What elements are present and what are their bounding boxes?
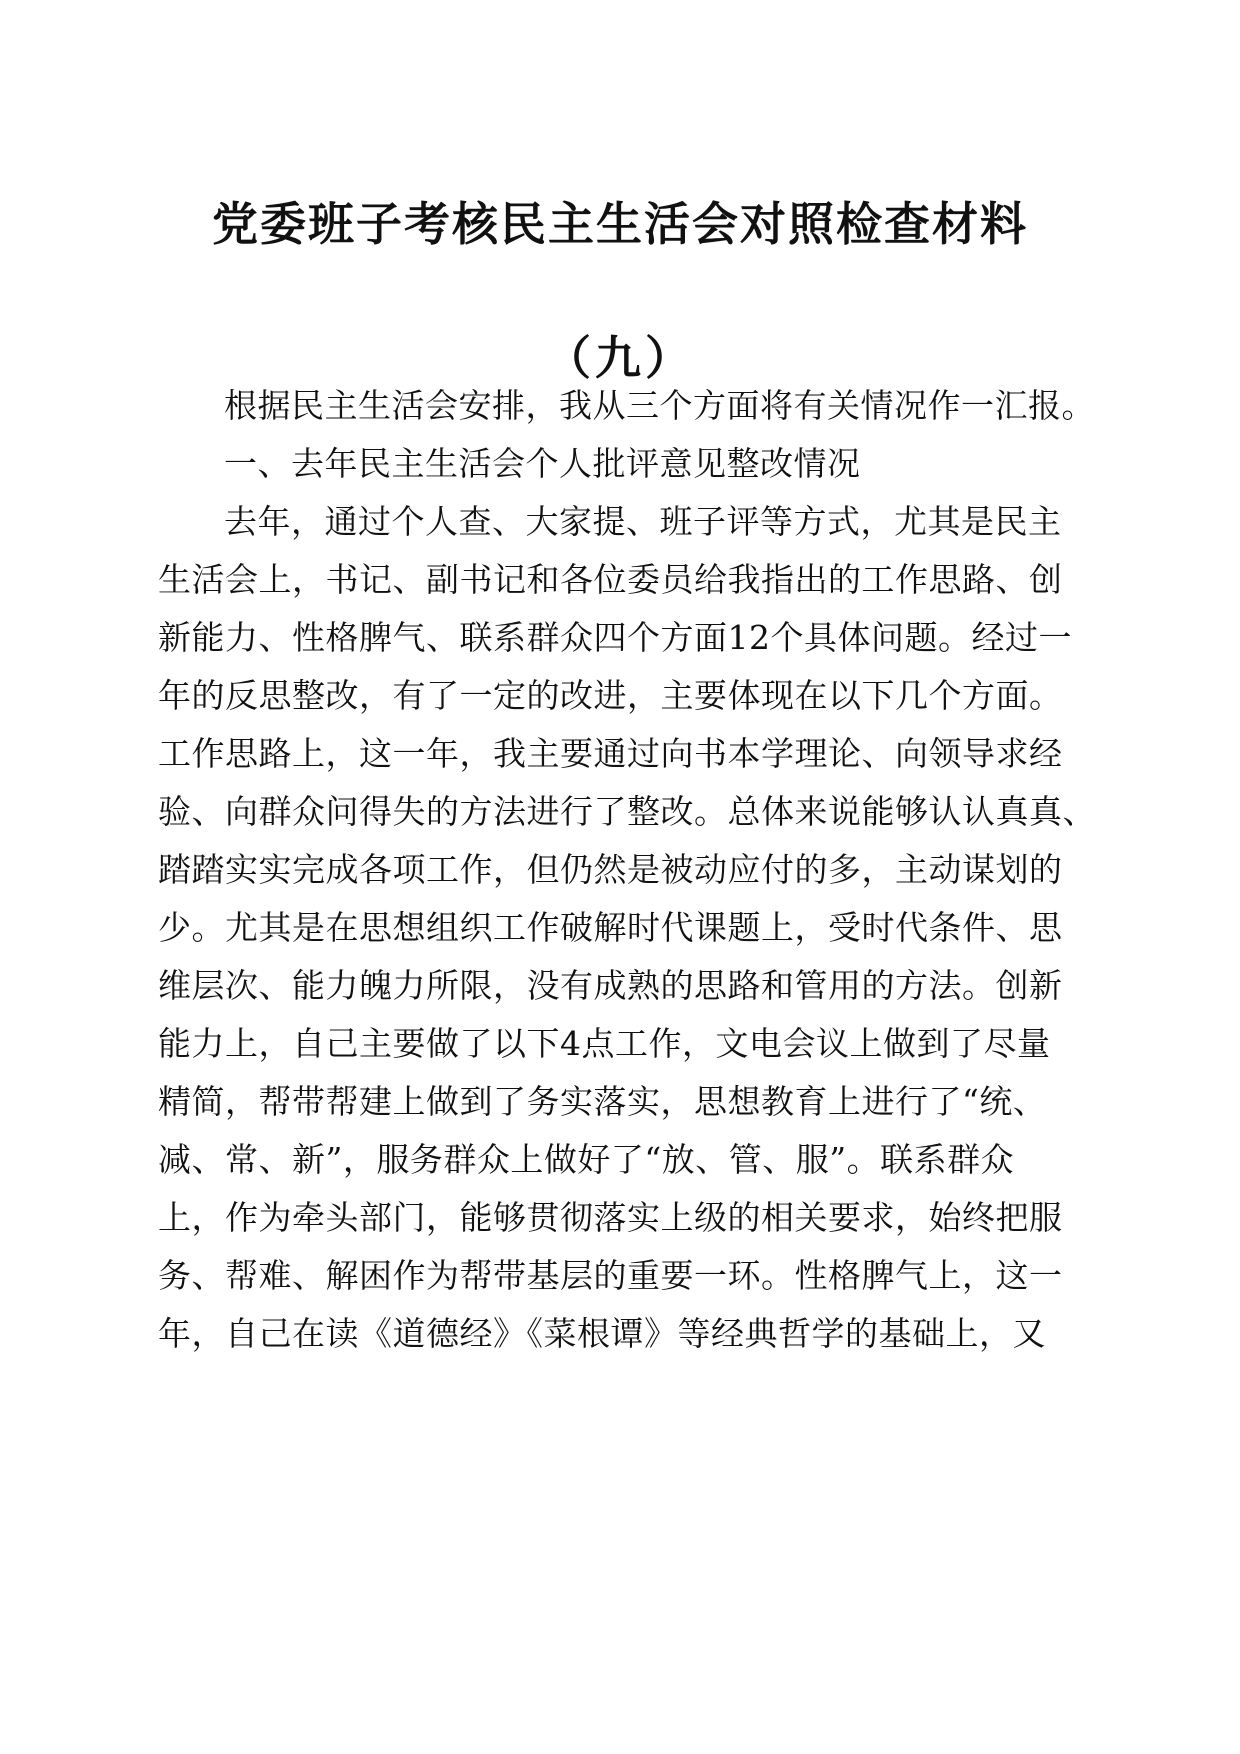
paragraph-line: 能力上，自己主要做了以下4点工作，文电会议上做到了尽量 — [158, 1024, 1051, 1063]
paragraph-line: 少。尤其是在思想组织工作破解时代课题上，受时代条件、思 — [158, 908, 1063, 947]
paragraph-line: 精简，帮带帮建上做到了务实落实，思想教育上进行了“统、 — [158, 1082, 1047, 1121]
paragraph-line: 生活会上，书记、副书记和各位委员给我指出的工作思路、创 — [158, 560, 1063, 599]
paragraph-line: 减、常、新”，服务群众上做好了“放、管、服”。联系群众 — [158, 1140, 1015, 1179]
intro-paragraph: 根据民主生活会安排，我从三个方面将有关情况作一汇报。 — [224, 386, 1095, 425]
paragraph-line: 上，作为牵头部门，能够贯彻落实上级的相关要求，始终把服 — [158, 1198, 1063, 1237]
paragraph-line: 维层次、能力魄力所限，没有成熟的思路和管用的方法。创新 — [158, 966, 1063, 1005]
paragraph-line: 验、向群众问得失的方法进行了整改。总体来说能够认认真真、 — [158, 792, 1096, 831]
paragraph-line: 年的反思整改，有了一定的改进，主要体现在以下几个方面。 — [158, 676, 1063, 715]
paragraph-line: 新能力、性格脾气、联系群众四个方面12个具体问题。经过一 — [158, 618, 1072, 657]
paragraph-line: 去年，通过个人查、大家提、班子评等方式，尤其是民主 — [224, 502, 1062, 541]
paragraph-line: 工作思路上，这一年，我主要通过向书本学理论、向领导求经 — [158, 734, 1063, 773]
document-title-number: （九） — [545, 331, 695, 385]
section-heading-1: 一、去年民主生活会个人批评意见整改情况 — [224, 444, 861, 483]
paragraph-line: 年，自己在读《道德经》《菜根谭》等经典哲学的基础上，又 — [158, 1314, 1046, 1353]
document-title: 党委班子考核民主生活会对照检查材料 — [212, 197, 1028, 251]
paragraph-line: 踏踏实实完成各项工作，但仍然是被动应付的多，主动谋划的 — [158, 850, 1063, 889]
paragraph-line: 务、帮难、解困作为帮带基层的重要一环。性格脾气上，这一 — [158, 1256, 1063, 1295]
